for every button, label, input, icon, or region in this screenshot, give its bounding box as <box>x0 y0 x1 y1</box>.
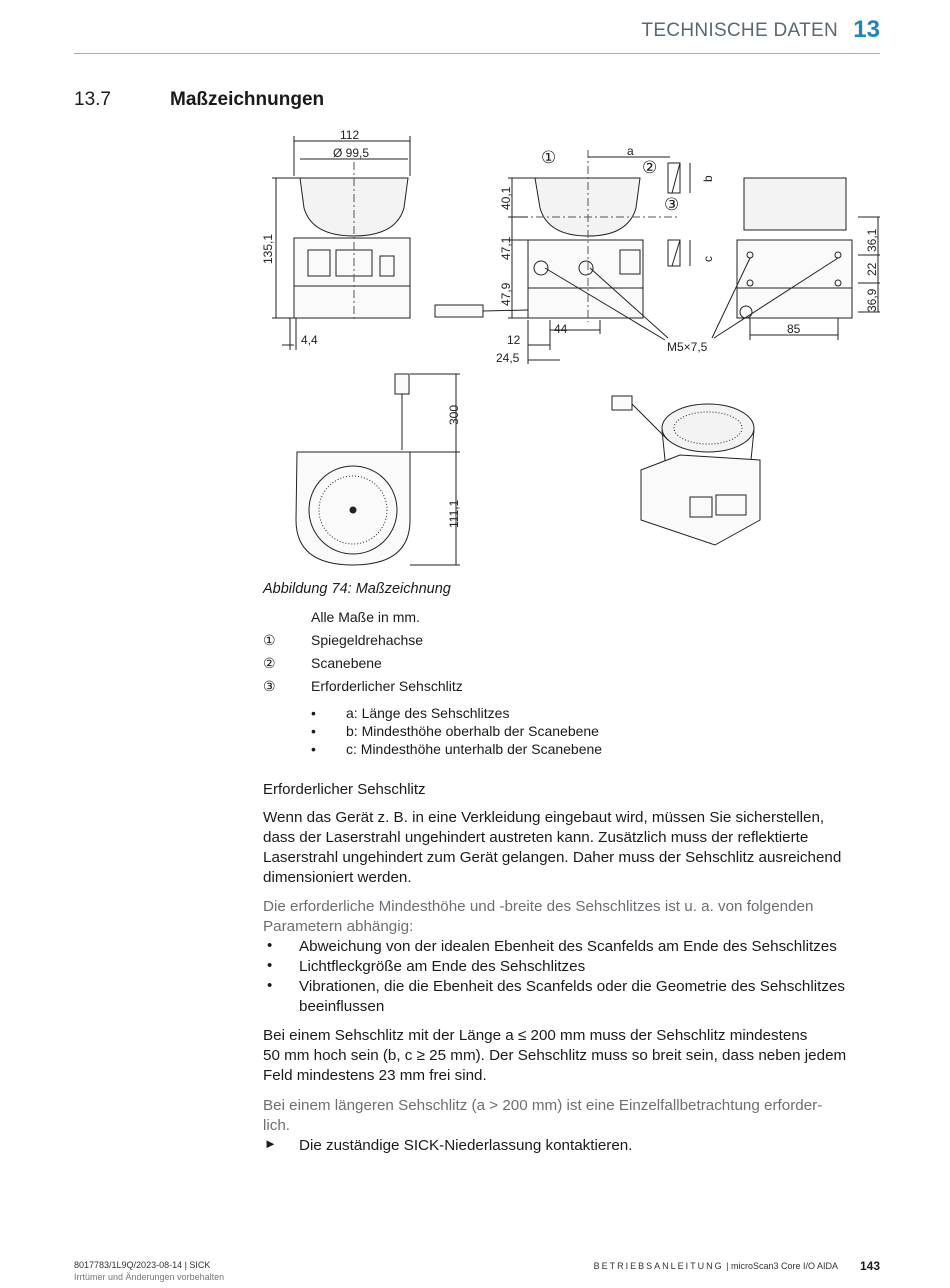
dim-thread: M5×7,5 <box>667 340 708 354</box>
side-view <box>435 144 715 365</box>
dim-24-5: 24,5 <box>496 351 520 365</box>
legend-key-3: ③ <box>263 678 276 694</box>
text-line: Parametern abhängig: <box>263 918 414 935</box>
chapter-number: 13 <box>853 16 880 43</box>
bullet-dot: • <box>267 937 273 954</box>
isometric-view <box>612 396 760 545</box>
dim-22: 22 <box>865 262 879 276</box>
paragraph-3 <box>263 1026 883 1086</box>
text-line: Bei einem Sehschlitz mit der Länge a ≤ 200 mm muss der Sehschlitz mindestens <box>263 1027 808 1044</box>
text-line: Bei einem längeren Sehschlitz (a > 200 mm) ist eine Einzelfallbetrachtung erforder- <box>263 1097 823 1114</box>
text-line: 50 mm hoch sein (b, c ≥ 25 mm). Der Sehschlitz muss so breit sein, dass neben jedem <box>263 1047 847 1064</box>
page-number: 143 <box>859 1259 880 1273</box>
bullet-item-2: Lichtfleckgröße am Ende des Sehschlitzes <box>299 958 586 975</box>
dim-a: a <box>627 144 634 158</box>
sub-item-b: b: Mindesthöhe oberhalb der Scanebene <box>346 723 599 739</box>
footer-left <box>74 1259 224 1283</box>
dim-135: 135,1 <box>261 233 275 264</box>
text-line: Die erforderliche Mindesthöhe und -breite des Sehschlitzes ist u. a. von folgenden <box>263 898 814 915</box>
paragraph-1 <box>263 808 883 888</box>
disclaimer: Irrtümer und Änderungen vorbehalten <box>74 1272 225 1282</box>
dim-b: b <box>701 175 715 182</box>
units-note: Alle Maße in mm. <box>311 609 420 625</box>
legend-key-1: ① <box>263 632 276 648</box>
dim-12: 12 <box>507 333 521 347</box>
dim-300: 300 <box>447 404 461 425</box>
chapter-title: TECHNISCHE DATEN <box>641 20 838 41</box>
sub-bullet-dot: • <box>311 705 316 721</box>
doc-id: 8017783/1L9Q/2023-08-14 | SICK <box>74 1260 211 1270</box>
legend-key-2: ② <box>263 655 276 671</box>
dim-36-1: 36,1 <box>865 228 879 252</box>
dim-diameter: Ø 99,5 <box>333 146 370 160</box>
sub-bullet-dot: • <box>311 741 316 757</box>
footer-right <box>594 1261 838 1271</box>
dim-112: 112 <box>340 128 360 142</box>
bullet-dot: • <box>267 977 273 994</box>
sub-item-a: a: Länge des Sehschlitzes <box>346 705 510 721</box>
bullet-item-1: Abweichung von der idealen Ebenheit des Scanfelds am Ende des Sehschlitzes <box>299 938 837 955</box>
action-step: Die zuständige SICK-Niederlassung kontaktieren. <box>299 1137 633 1154</box>
sub-item-c: c: Mindesthöhe unterhalb der Scanebene <box>346 741 603 757</box>
section-number: 13.7 <box>74 89 111 110</box>
manual-label: BETRIEBSANLEITUNG <box>593 1261 724 1271</box>
legend-text-2: Scanebene <box>311 655 382 671</box>
dimension-drawing <box>0 0 950 600</box>
text-line: Wenn das Gerät z. B. in eine Verkleidung eingebaut wird, müssen Sie sicherstellen, <box>263 809 825 826</box>
legend-text-3: Erforderlicher Sehschlitz <box>311 678 463 694</box>
dim-c: c <box>701 256 715 262</box>
action-arrow-icon: ► <box>264 1136 277 1151</box>
dim-44: 44 <box>554 322 568 336</box>
figure-caption: Abbildung 74: Maßzeichnung <box>263 581 451 597</box>
dim-40-1: 40,1 <box>499 186 513 210</box>
product-name: | microScan3 Core I/O AIDA <box>723 1261 838 1271</box>
text-line: Laserstrahl ungehindert zum Gerät gelangen. Daher muss der Sehschlitz ausreichend <box>263 849 842 866</box>
paragraph-2 <box>263 897 883 937</box>
bullet-dot: • <box>267 957 273 974</box>
sub-bullet-dot: • <box>311 723 316 739</box>
dim-4-4: 4,4 <box>301 333 318 347</box>
marker-1: ① <box>541 148 557 167</box>
dim-111-1: 111,1 <box>447 499 461 528</box>
legend-text-1: Spiegeldrehachse <box>311 632 424 648</box>
marker-3: ③ <box>664 195 680 214</box>
marker-2: ② <box>642 158 658 177</box>
top-view <box>296 374 461 565</box>
bullet-item-3: Vibrationen, die die Ebenheit des Scanfelds oder die Geometrie des Sehschlitzes beeinflussen <box>299 978 845 1015</box>
text-line: dass der Laserstrahl ungehindert austreten kann. Zusätzlich muss der reflektierte <box>263 829 809 846</box>
dim-85: 85 <box>787 322 801 336</box>
text-line: dimensioniert werden. <box>263 869 412 886</box>
text-line: lich. <box>263 1117 291 1134</box>
text-line: Feld mindestens 23 mm frei sind. <box>263 1067 487 1084</box>
section-title: Maßzeichnungen <box>170 89 325 110</box>
dim-47-9: 47,9 <box>499 282 513 306</box>
front-view <box>261 128 410 350</box>
back-view <box>667 178 880 354</box>
subsection-heading: Erforderlicher Sehschlitz <box>263 781 426 798</box>
paragraph-4 <box>263 1096 883 1136</box>
dim-47-1: 47,1 <box>499 236 513 260</box>
dim-36-9: 36,9 <box>865 288 879 312</box>
